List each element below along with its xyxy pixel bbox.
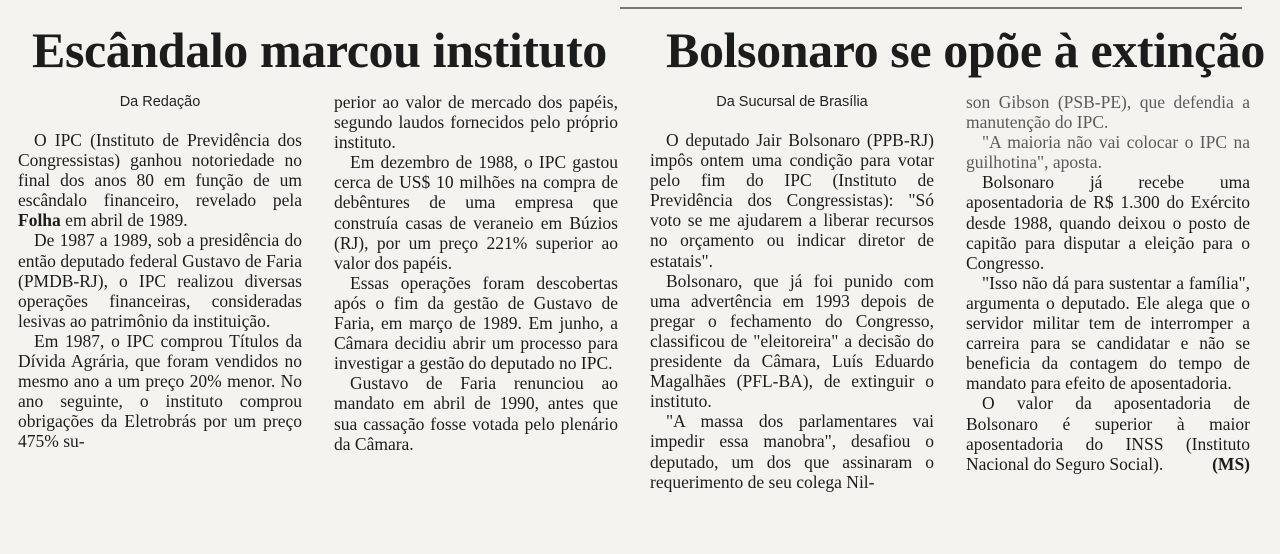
paragraph: Bolsonaro já recebe uma aposentadoria de R$ 1.300 do Exército desde 1988, quando deixou o posto de capitão para disputar a eleição para o Congresso. bbox=[966, 172, 1250, 273]
byline: Da Sucursal de Brasília bbox=[716, 94, 868, 110]
paragraph: O deputado Jair Bolsonaro (PPB-RJ) impôs ontem uma condição para votar pelo fim do IPC (Instituto de Previdência dos Congressistas): "Só voto se me ajudarem a liberar recursos no orçamento ou indicar diretor de estatais". bbox=[650, 130, 934, 271]
byline: Da Redação bbox=[119, 94, 201, 110]
article-columns bbox=[650, 92, 1250, 492]
column-2 bbox=[334, 92, 618, 454]
article-columns bbox=[18, 92, 618, 454]
paragraph bbox=[966, 393, 1250, 473]
paragraph bbox=[18, 130, 302, 230]
column-2 bbox=[966, 92, 1250, 492]
paragraph: son Gibson (PSB-PE), que defendia a manutenção do IPC. bbox=[966, 92, 1250, 133]
headline: Bolsonaro se opõe à extinção bbox=[666, 22, 1265, 78]
faded-paragraphs bbox=[966, 92, 1250, 172]
newspaper-name: Folha bbox=[18, 210, 61, 231]
column-1 bbox=[650, 92, 934, 492]
paragraph: De 1987 a 1989, sob a presidência do então deputado federal Gustavo de Faria (PMDB-RJ), o IPC realizou diversas operações financeiras, consideradas lesivas ao patrimônio da instituição. bbox=[18, 230, 302, 331]
top-rule bbox=[620, 0, 1242, 9]
paragraph: Gustavo de Faria renunciou ao mandato em abril de 1990, antes que sua cassação fosse votada pelo plenário da Câmara. bbox=[334, 373, 618, 454]
paragraph: "A maioria não vai colocar o IPC na guilhotina", aposta. bbox=[966, 132, 1250, 173]
text-run: O IPC (Instituto de Previdência dos Congressistas) ganhou notoriedade no final dos anos 80 em função de um escândalo financeiro, revelado pela bbox=[18, 130, 302, 211]
article-bolsonaro bbox=[650, 22, 1265, 492]
author-initials: (MS) bbox=[1212, 453, 1250, 474]
headline: Escândalo marcou instituto bbox=[32, 22, 607, 78]
paragraph: "Isso não dá para sustentar a família", argumenta o deputado. Ele alega que o servidor militar tem de interromper a carreira para se candidatar e não se beneficia da contagem do tempo de mandato para efeito de aposentadoria. bbox=[966, 272, 1250, 394]
text-run: O valor da aposentadoria de Bolsonaro é superior à maior aposentadoria do INSS (Instituto Nacional do Seguro Social). bbox=[966, 393, 1250, 474]
paragraph: Em 1987, o IPC comprou Títulos da Dívida Agrária, que foram vendidos no mesmo ano a um preço 20% menor. No ano seguinte, o instituto comprou obrigações da Eletrobrás por um preço 475% su- bbox=[18, 330, 302, 452]
paragraph: "A massa dos parlamentares vai impedir essa manobra", desafiou o deputado, um dos que assinaram o requerimento de seu colega Nil- bbox=[650, 411, 934, 492]
article-escandalo bbox=[18, 22, 618, 454]
column-1 bbox=[18, 92, 302, 454]
paragraph: Essas operações foram descobertas após o fim da gestão de Gustavo de Faria, em março de 1989. Em junho, a Câmara decidiu abrir um processo para investigar a gestão do deputado no IPC. bbox=[334, 272, 618, 374]
text-run: em abril de 1989. bbox=[60, 210, 188, 231]
paragraph: Em dezembro de 1988, o IPC gastou cerca de US$ 10 milhões na compra de debêntures de uma empresa que construía casas de veraneio em Búzios (RJ), por um preço 221% superior ao valor dos papéis. bbox=[334, 152, 618, 273]
paragraph: perior ao valor de mercado dos papéis, segundo laudos fornecidos pelo próprio instituto. bbox=[334, 92, 618, 153]
paragraph: Bolsonaro, que já foi punido com uma advertência em 1993 depois de pregar o fechamento do Congresso, classificou de "eleitoreira" a decisão do presidente da Câmara, Luís Eduardo Magalhães (PFL-BA), de extinguir o instituto. bbox=[650, 270, 934, 412]
